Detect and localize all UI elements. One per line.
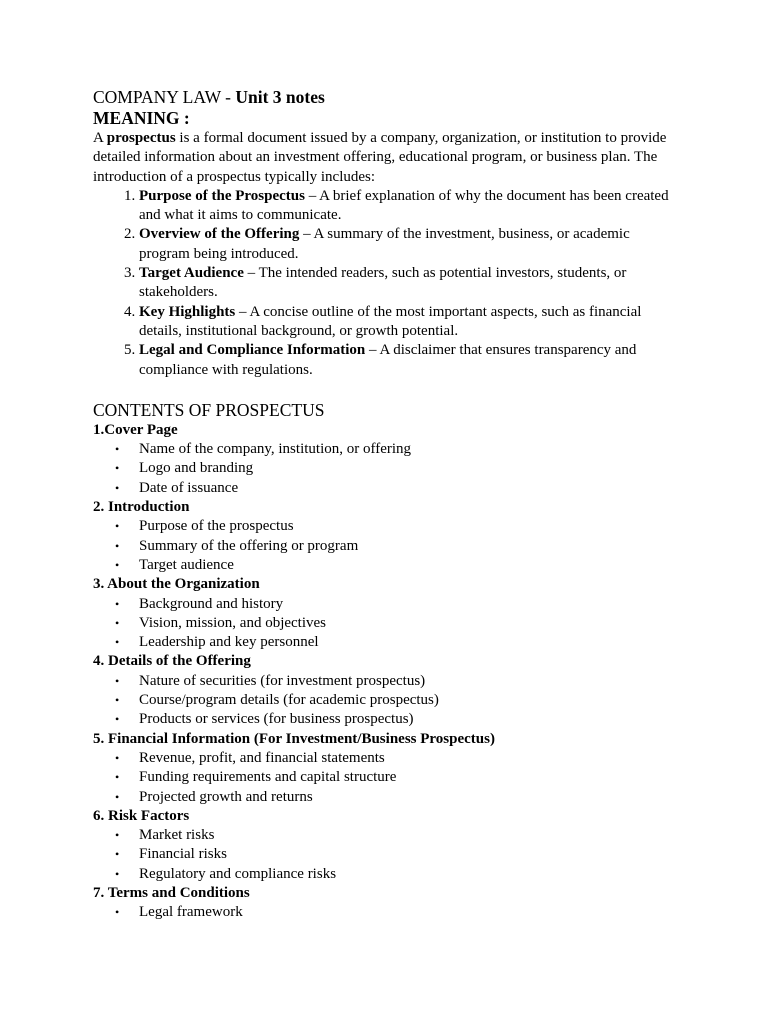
list-item: • Vision, mission, and objectives bbox=[139, 614, 673, 633]
list-item: • Legal framework bbox=[139, 903, 673, 922]
title-prefix: COMPANY LAW - bbox=[93, 87, 236, 107]
list-item: • Summary of the offering or program bbox=[139, 537, 673, 556]
list-item: • Purpose of the prospectus bbox=[139, 517, 673, 536]
point-text: – A summary of the investment, business, or academic program being introduced. bbox=[139, 226, 630, 262]
contents-heading: CONTENTS OF PROSPECTUS bbox=[93, 399, 325, 420]
section-heading-about-organization: 3. About the Organization bbox=[93, 576, 260, 593]
list-item: • Market risks bbox=[139, 826, 673, 845]
list-item: • Nature of securities (for investment prospectus) bbox=[139, 672, 673, 691]
section-gap bbox=[93, 380, 673, 399]
document-title bbox=[93, 86, 673, 108]
section-list-introduction bbox=[93, 517, 673, 575]
list-item: • Target audience bbox=[139, 556, 673, 575]
point-text: – A disclaimer that ensures transparency and compliance with regulations. bbox=[139, 342, 637, 378]
section-list-risk-factors bbox=[93, 826, 673, 884]
list-item bbox=[139, 225, 673, 264]
intro-term: prospectus bbox=[106, 130, 176, 146]
intro-points-list bbox=[93, 187, 673, 380]
document-page bbox=[93, 86, 673, 923]
list-item: • Financial risks bbox=[139, 845, 673, 864]
point-title: Target Audience bbox=[139, 265, 244, 282]
list-item: • Background and history bbox=[139, 595, 673, 614]
point-title: Key Highlights bbox=[139, 303, 236, 320]
intro-paragraph bbox=[93, 129, 673, 187]
list-item bbox=[139, 187, 673, 226]
list-item bbox=[139, 303, 673, 342]
list-item: • Revenue, profit, and financial statements bbox=[139, 749, 673, 768]
section-list-terms-conditions bbox=[93, 903, 673, 922]
list-item: • Date of issuance bbox=[139, 479, 673, 498]
section-heading-introduction: 2. Introduction bbox=[93, 499, 190, 516]
list-item: • Projected growth and returns bbox=[139, 788, 673, 807]
list-item: • Logo and branding bbox=[139, 459, 673, 478]
title-suffix: Unit 3 notes bbox=[235, 87, 325, 107]
section-heading-cover-page: 1.Cover Page bbox=[93, 421, 178, 438]
point-title: Legal and Compliance Information bbox=[139, 342, 366, 359]
section-list-cover-page bbox=[93, 440, 673, 498]
section-list-about-organization bbox=[93, 595, 673, 653]
list-item: • Course/program details (for academic prospectus) bbox=[139, 691, 673, 710]
list-item: • Funding requirements and capital structure bbox=[139, 768, 673, 787]
point-text: – A brief explanation of why the document has been created and what it aims to communicate. bbox=[139, 187, 669, 224]
point-text: – A concise outline of the most important aspects, such as financial details, institutional background, or growth potential. bbox=[139, 303, 642, 339]
point-title: Purpose of the Prospectus bbox=[139, 187, 305, 204]
list-item bbox=[139, 341, 673, 380]
list-item: • Products or services (for business prospectus) bbox=[139, 710, 673, 729]
section-heading-terms-conditions: 7. Terms and Conditions bbox=[93, 884, 250, 901]
section-list-details-offering bbox=[93, 672, 673, 730]
meaning-heading: MEANING : bbox=[93, 108, 190, 128]
list-item: • Leadership and key personnel bbox=[139, 633, 673, 652]
point-title: Overview of the Offering bbox=[139, 226, 300, 243]
list-item: • Name of the company, institution, or offering bbox=[139, 440, 673, 459]
section-list-financial-information bbox=[93, 749, 673, 807]
section-heading-financial-information: 5. Financial Information (For Investment/Business Prospectus) bbox=[93, 730, 495, 747]
list-item: • Regulatory and compliance risks bbox=[139, 865, 673, 884]
section-heading-details-offering: 4. Details of the Offering bbox=[93, 653, 251, 670]
point-text: – The intended readers, such as potential investors, students, or stakeholders. bbox=[139, 265, 627, 301]
intro-lead: A bbox=[93, 130, 107, 146]
intro-rest: is a formal document issued by a company, organization, or institution to provide detailed information about an investment offering, educational program, or business plan. The introduction of a prospectus typically includes: bbox=[93, 130, 667, 185]
list-item bbox=[139, 264, 673, 303]
section-heading-risk-factors: 6. Risk Factors bbox=[93, 807, 190, 824]
